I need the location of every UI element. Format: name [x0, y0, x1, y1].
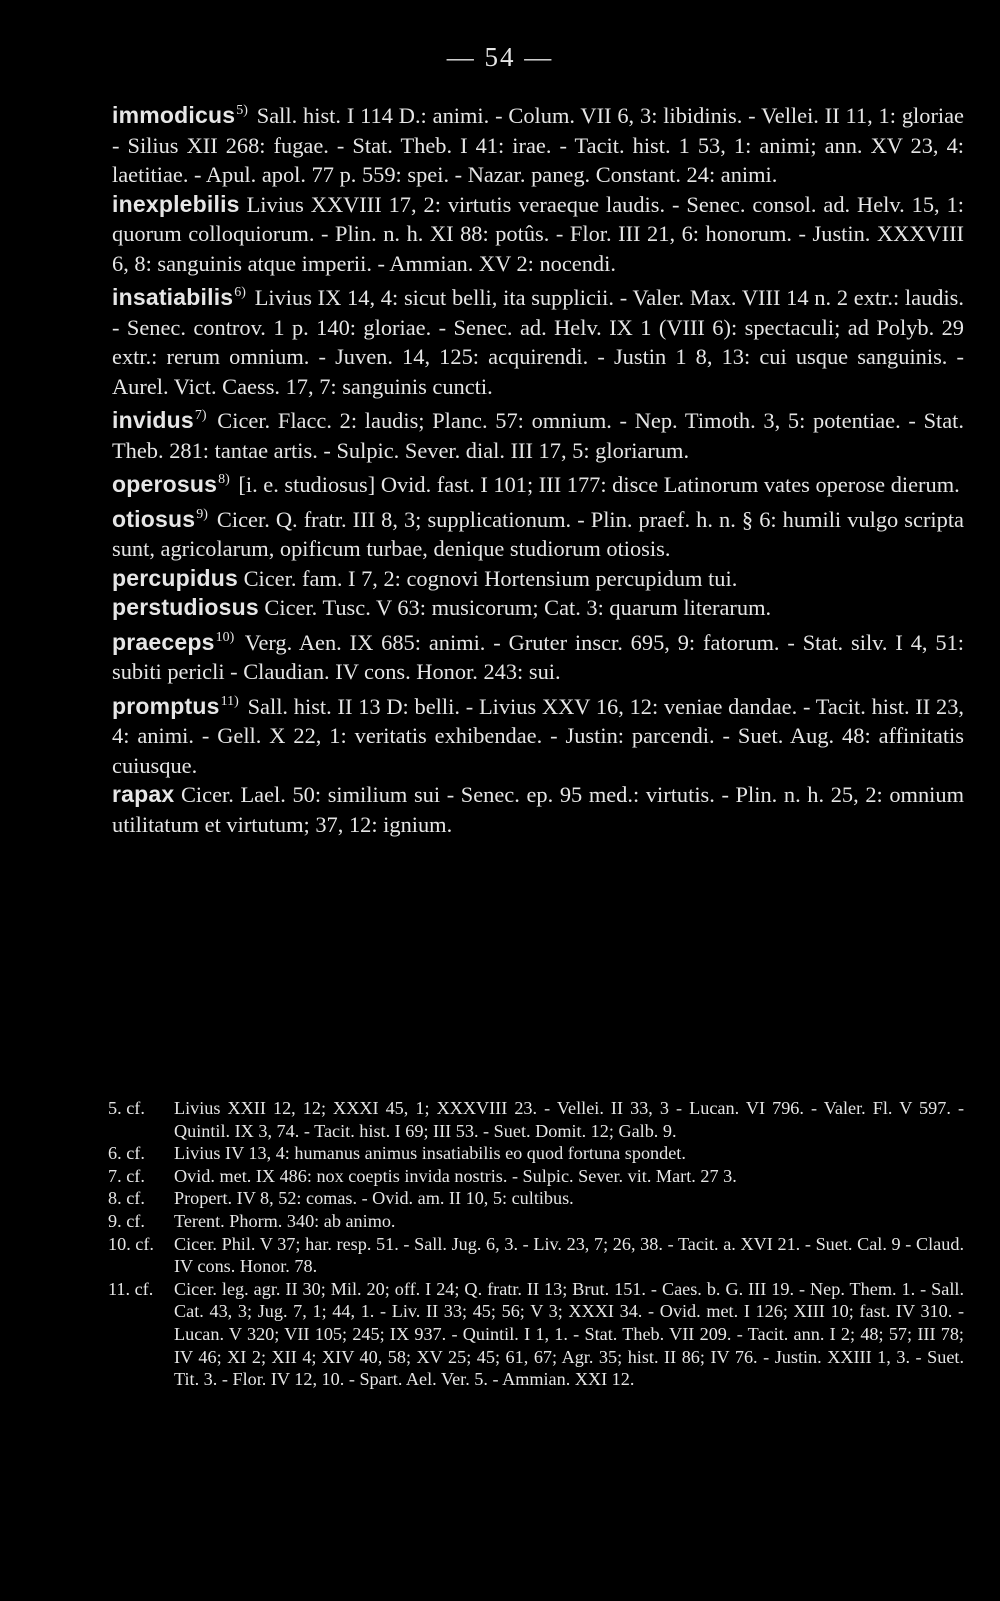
entry-praeceps — [112, 623, 964, 687]
footnote-label: 11. cf. — [108, 1278, 154, 1299]
footnote-text: Livius IV 13, 4: humanus animus insatiabilis eo quod fortuna spondet. — [174, 1143, 686, 1164]
entry-lemma: perstudiosus — [112, 594, 259, 620]
footnote-9 — [108, 1210, 964, 1233]
footnote-10 — [108, 1233, 964, 1278]
entry-text: Livius XXVIII 17, 2: virtutis veraeque laudis. - Senec. consol. ad. Helv. 15, 1: quorum colloquiorum. - Plin. n. h. XI 88: potûs. - Flor. III 21, 6: honorum. - Justin. XXXVIII 6, 8: sanguinis atque imperii. - Ammian. XV 2: nocendi. — [112, 191, 964, 276]
entry-rapax — [112, 780, 964, 839]
footnote-text: Propert. IV 8, 52: comas. - Ovid. am. II 10, 5: cultibus. — [174, 1188, 574, 1209]
footnote-text: Livius XXII 12, 12; XXXI 45, 1; XXXVIII 23. - Vellei. II 33, 3 - Lucan. VI 796. - Valer. Fl. V 597. - Quintil. IX 3, 74. - Tacit. hist. I 69; III 53. - Suet. Domit. 12; Galb. 9. — [174, 1098, 964, 1141]
entry-note: 6) — [234, 285, 246, 300]
entry-lemma: invidus — [112, 407, 194, 433]
entry-text: Cicer. Q. fratr. III 8, 3; supplicationum. - Plin. praef. h. n. § 6: humili vulgo scripta sunt, agricolarum, opificum turbae, denique studiorum otiosis. — [112, 506, 964, 561]
entry-lemma: inexplebilis — [112, 190, 240, 217]
entry-operosus — [112, 465, 964, 500]
entry-percupidus — [112, 564, 964, 594]
entry-text: Sall. hist. I 114 D.: animi. - Colum. VII 6, 3: libidinis. - Vellei. II 11, 1: gloriae - Silius XII 268: fugae. - Stat. Theb. I 41: irae. - Tacit. hist. 1 53, 1: animi; ann. XV 23, 4: laetitiae. - Apul. apol. 77 p. 559: spei. - Nazar. paneg. Constant. 24: animi. — [112, 103, 964, 187]
entry-note: 11) — [220, 693, 239, 709]
footnote-label: 9. cf. — [108, 1210, 145, 1231]
entry-inexplebilis — [112, 190, 964, 279]
entry-lemma: percupidus — [112, 564, 238, 591]
entry-text: Cicer. fam. I 7, 2: cognovi Hortensium percupidum tui. — [237, 565, 738, 591]
footnote-label: 5. cf. — [108, 1098, 145, 1118]
footnote-label: 8. cf. — [108, 1188, 145, 1209]
footnote-label: 6. cf. — [108, 1143, 145, 1164]
footnote-text: Cicer. Phil. V 37; har. resp. 51. - Sall. Jug. 6, 3. - Liv. 23, 7; 26, 38. - Tacit. a. XVI 21. - Suet. Cal. 9 - Claud. IV cons. Honor. 78. — [174, 1233, 964, 1277]
footnote-text: Terent. Phorm. 340: ab animo. — [174, 1210, 396, 1231]
entry-text: Livius IX 14, 4: sicut belli, ita supplicii. - Valer. Max. VIII 14 n. 2 extr.: laudis. - Senec. controv. 1 p. 140: gloriae. - Senec. ad. Helv. IX 1 (VIII 6): spectaculi; ad Polyb. 29 extr.: rerum omnium. - Juven. 14, 125: acquirendi. - Justin 1 8, 13: cui usque sanguinis. - Aurel. Vict. Caess. 17, 7: sanguinis cuncti. — [112, 285, 964, 399]
entry-promptus — [112, 687, 964, 781]
footnote-7 — [108, 1165, 964, 1188]
footnote-8 — [108, 1187, 964, 1210]
entry-note: 5) — [236, 103, 248, 118]
entry-lemma: immodicus — [112, 102, 236, 128]
entry-lemma: praeceps — [112, 628, 215, 655]
entry-text: Cicer. Flacc. 2: laudis; Planc. 57: omnium. - Nep. Timoth. 3, 5: potentiae. - Stat. Theb. 281: tantae artis. - Sulpic. Sever. dial. III 17, 5: gloriarum. — [112, 408, 964, 463]
footnote-text: Ovid. met. IX 486: nox coeptis invida nostris. - Sulpic. Sever. vit. Mart. 27 3. — [174, 1165, 737, 1186]
entry-text: Cicer. Tusc. V 63: musicorum; Cat. 3: quarum literarum. — [258, 595, 772, 620]
footnote-11 — [108, 1278, 964, 1391]
entry-note: 7) — [194, 408, 207, 423]
entry-list — [112, 96, 964, 839]
page-number: — 54 — — [446, 42, 554, 72]
entry-text: Cicer. Lael. 50: similium sui - Senec. ep. 95 med.: virtutis. - Plin. n. h. 25, 2: omnium utilitatum et virtutum; 37, 12: ignium. — [112, 782, 964, 837]
footnote-5 — [108, 1097, 964, 1142]
entry-lemma: operosus — [112, 471, 218, 497]
entry-text: Sall. hist. II 13 D: belli. - Livius XXV 16, 12: veniae dandae. - Tacit. hist. II 23, 4: animi. - Gell. X 22, 1: veritatis exhibendae. - Justin: parcendi. - Suet. Aug. 48: affinitatis cuiusque. — [112, 693, 964, 778]
footnote-label: 10. cf. — [108, 1233, 154, 1254]
entry-otiosus — [112, 500, 964, 564]
entry-lemma: promptus — [112, 692, 220, 719]
entry-invidus — [112, 401, 964, 465]
entry-perstudiosus — [112, 593, 964, 623]
entry-note: 9) — [196, 506, 208, 522]
entry-lemma: insatiabilis — [112, 284, 234, 310]
entry-text: Verg. Aen. IX 685: animi. - Gruter inscr. 695, 9: fatorum. - Stat. silv. I 4, 51: subiti pericli - Claudian. IV cons. Honor. 243: sui. — [112, 629, 964, 684]
entry-immodicus — [112, 96, 964, 190]
entry-lemma: otiosus — [112, 505, 196, 532]
entry-text: [i. e. studiosus] Ovid. fast. I 101; III 177: disce Latinorum vates operose dierum. — [232, 472, 960, 497]
footnote-6 — [108, 1142, 964, 1165]
footnote-label: 7. cf. — [108, 1165, 145, 1186]
entry-note: 10) — [215, 629, 235, 645]
footnote-text: Cicer. leg. agr. II 30; Mil. 20; off. I 24; Q. fratr. II 13; Brut. 151. - Caes. b. G. III 19. - Nep. Them. 1. - Sall. Cat. 43, 3; Jug. 7, 1; 44, 1. - Liv. II 33; 45; 56; V 3; XXXI 34. - Ovid. met. I 126; XIII 10; fast. IV 310. - Lucan. V 320; VII 105; 245; IX 937. - Quintil. I 1, 1. - Stat. Theb. VII 209. - Tacit. ann. I 2; 48; 57; III 78; IV 46; XI 2; XII 4; XIV 40, 58; XV 25; 45; 61, 67; Agr. 35; hist. II 86; IV 76. - Justin. XXIII 1, 3. - Suet. Tit. 3. - Flor. IV 12, 10. - Spart. Ael. Ver. 5. - Ammian. XXI 12. — [174, 1278, 964, 1390]
entry-lemma: rapax — [112, 781, 175, 807]
entry-note: 8) — [218, 472, 230, 487]
entry-insatiabilis — [112, 278, 964, 401]
footnotes — [108, 1097, 964, 1391]
